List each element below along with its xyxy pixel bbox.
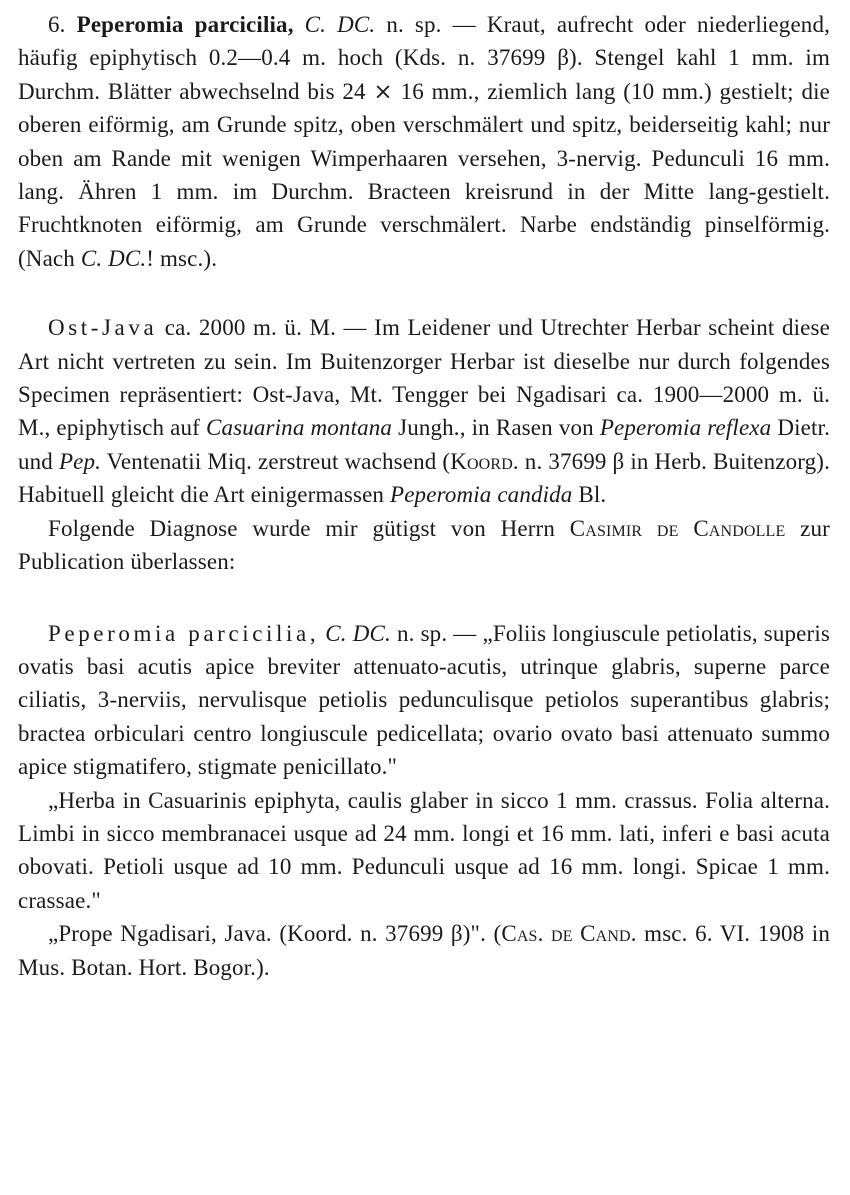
locality-lead: Ost-Java (48, 315, 158, 341)
document-page (18, 8, 830, 984)
genus-abbreviation: Pep. (58, 448, 102, 474)
diagnosis-author: C. DC. (325, 620, 391, 646)
distribution-text: Jungh., in Rasen von (398, 415, 594, 441)
distribution-text: Dietr. und (18, 415, 830, 474)
source-note: ! msc.). (146, 245, 218, 271)
citation-text: msc. 6. VI. 1908 in Mus. Botan. Hort. Bogor.). (18, 921, 830, 980)
related-species-name: Peperomia reflexa (599, 415, 772, 441)
acknowledgement-paragraph (18, 512, 830, 579)
specimen-citation-paragraph (18, 917, 830, 984)
latin-diagnosis-paragraph (18, 617, 830, 784)
diagnosis-text: n. sp. — „Foliis longiuscule petiolatis, superis ovatis basi acutis apice breviter attenuato-acutis, utrinque glabris, superne parce ciliatis, 3-nerviis, nervulisque petiolis pedunculisque petiolos superantibus glabris; bractea orbiculari centro longiuscule pedicellata; ovario ovato basi attenuato summo apice stigmatifero, stigmate penicillato." (18, 620, 830, 780)
distribution-text: ca. 2000 m. ü. M. — Im Leidener und Utrechter Herbar scheint diese Art nicht vertreten zu sein. Im Buitenzorger Herbar ist dieselbe nur durch folgendes Specimen repräsentiert: Ost-Java, Mt. Tengger bei Ngadisari ca. 1900—2000 m. ü. M., epiphytisch auf (18, 315, 830, 441)
description-text: n. sp. — Kraut, aufrecht oder niederliegend, häufig epiphytisch 0.2—0.4 m. hoch (Kds. n. 37699 β). Stengel kahl 1 mm. im Durchm. Blätter abwechselnd bis 24 ⨯ 16 mm., ziemlich lang (10 mm.) gestielt; die oberen eiförmig, am Grunde spitz, oben verschmälert und spitz, beiderseitig kahl; nur oben am Rande mit wenigen Wimperhaaren versehen, 3-nervig. Pedunculi 16 mm. lang. Ähren 1 mm. im Durchm. Bracteen kreisrund in der Mitte lang-gestielt. Fruchtknoten eiförmig, am Grunde verschmälert. Narbe endständig pinselförmig. (Nach (18, 12, 830, 271)
distribution-text: Ventenatii Miq. zerstreut wachsend ( (106, 448, 451, 474)
host-plant-name: Casuarina montana (206, 415, 393, 441)
species-description-paragraph (18, 8, 830, 275)
contributor-name: Casimir de Candolle (569, 515, 786, 541)
acknowledgement-text: zur Publication überlassen: (18, 515, 830, 575)
distribution-paragraph (18, 311, 830, 511)
paragraph-gap (18, 275, 830, 311)
species-name: Peperomia parcicilia, (76, 12, 294, 37)
similar-species-name: Peperomia candida (390, 482, 573, 508)
habit-text: „Herba in Casuarinis epiphyta, caulis glaber in sicco 1 mm. crassus. Folia alterna. Limbi in sicco membranacei usque ad 24 mm. longi et 16 mm. lati, inferi e basi acuta obovati. Petioli usque ad 10 mm. Pedunculi usque ad 16 mm. longi. Spicae 1 mm. crassae." (18, 787, 830, 913)
citation-text: „Prope Ngadisari, Java. (Koord. n. 37699 β)". ( (48, 921, 502, 947)
latin-habit-paragraph (18, 784, 830, 918)
species-number: 6. (48, 12, 66, 37)
acknowledgement-text: Folgende Diagnose wurde mir gütigst von Herrn (48, 515, 556, 541)
paragraph-gap (18, 579, 830, 617)
collector-name: Koord. (450, 448, 519, 474)
citation-author: Cas. de Cand. (501, 921, 637, 947)
distribution-text: Bl. (578, 482, 607, 508)
source-author: C. DC. (80, 245, 147, 271)
species-author: C. DC. (304, 12, 376, 37)
diagnosis-species-name: Peperomia parcicilia, (48, 620, 320, 646)
distribution-text: n. 37699 β in Herb. Buitenzorg). Habituell gleicht die Art einigermassen (18, 448, 830, 508)
